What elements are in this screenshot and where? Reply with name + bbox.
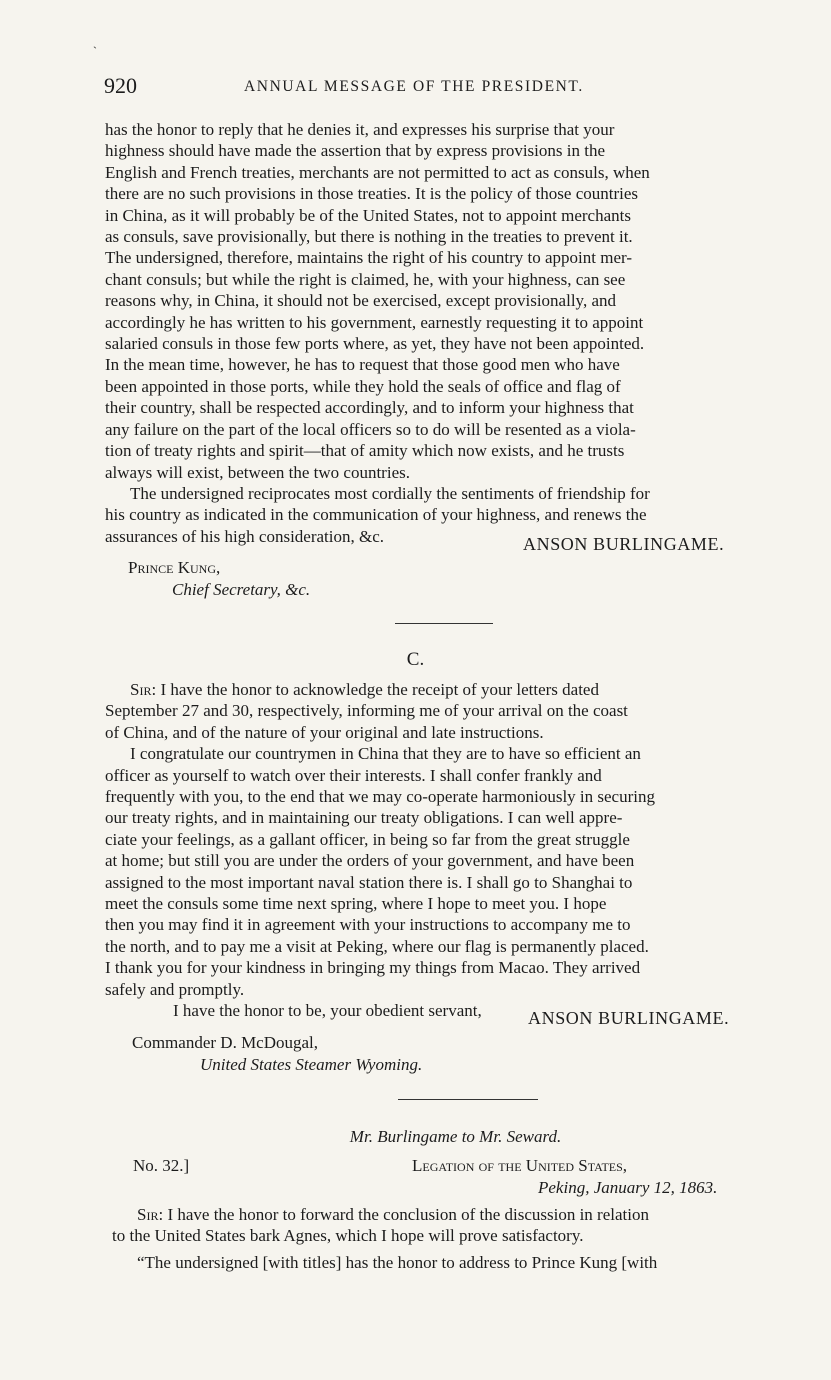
text-line: In the mean time, however, he has to request that those good men who have xyxy=(105,355,620,375)
text-line: always will exist, between the two countries. xyxy=(105,462,410,482)
salutation: Sir: xyxy=(130,680,157,699)
text-line: meet the consuls some time next spring, where I hope to meet you. I hope xyxy=(105,894,607,914)
page-header xyxy=(104,72,794,102)
addressee-name: Prince Kung, xyxy=(128,558,221,577)
text-line: I congratulate our countrymen in China that they are to have so efficient an xyxy=(130,744,641,764)
text-line xyxy=(112,1204,792,1225)
text-line: English and French treaties, merchants are not permitted to act as consuls, when xyxy=(105,162,650,182)
text-line: September 27 and 30, respectively, informing me of your arrival on the coast xyxy=(105,701,628,721)
text-line: there are no such provisions in those treaties. It is the policy of those countries xyxy=(105,184,639,204)
section-b-body xyxy=(105,119,787,547)
signature: ANSON BURLINGAME. xyxy=(523,534,725,554)
text-line: the north, and to pay me a visit at Peking, where our flag is permanently placed. xyxy=(105,936,649,956)
signature: ANSON BURLINGAME. xyxy=(528,1008,730,1028)
section-heading: C. xyxy=(406,649,425,670)
legation-line: Legation of the United States, xyxy=(412,1156,628,1175)
text-line xyxy=(105,679,787,700)
text-line: officer as yourself to watch over their interests. I shall confer frankly and xyxy=(105,765,602,785)
text-line: reasons why, in China, it should not be exercised, except provisionally, and xyxy=(105,291,616,311)
addressee-title: United States Steamer Wyoming. xyxy=(200,1055,423,1074)
text-line: their country, shall be respected accordingly, and to inform your highness that xyxy=(105,398,634,418)
text-line: The undersigned, therefore, maintains the right of his country to appoint mer- xyxy=(105,248,632,268)
letter-heading: Mr. Burlingame to Mr. Seward. xyxy=(349,1127,562,1146)
text-line: to the United States bark Agnes, which I hope will prove satisfactory. xyxy=(112,1226,584,1246)
text-line: has the honor to reply that he denies it, and expresses his surprise that your xyxy=(105,120,615,139)
text-line: frequently with you, to the end that we may co-operate harmoniously in securing xyxy=(105,787,655,807)
text-line: ciate your feelings, as a gallant officer, in being so far from the great struggle xyxy=(105,829,630,849)
section-divider xyxy=(398,1099,538,1100)
page-mark: ˎ xyxy=(93,35,97,49)
text-line: I thank you for your kindness in bringing my things from Macao. They arrived xyxy=(105,958,641,978)
text-line: assigned to the most important naval station there is. I shall go to Shanghai to xyxy=(105,872,633,892)
text-line: tion of treaty rights and spirit—that of amity which now exists, and he trusts xyxy=(105,441,625,461)
text-line: safely and promptly. xyxy=(105,979,245,999)
place-date: Peking, January 12, 1863. xyxy=(538,1178,718,1197)
text-line: at home; but still you are under the orders of your government, and have been xyxy=(105,851,635,871)
text-line: accordingly he has written to his government, earnestly requesting it to appoint xyxy=(105,312,644,332)
text-line: as consuls, save provisionally, but there is nothing in the treaties to prevent it. xyxy=(105,227,633,247)
text-line: The undersigned reciprocates most cordially the sentiments of friendship for xyxy=(130,483,650,503)
text-line: chant consuls; but while the right is claimed, he, with your highness, can see xyxy=(105,269,626,289)
text-line: highness should have made the assertion that by express provisions in the xyxy=(105,141,605,161)
text-line: “The undersigned [with titles] has the honor to address to Prince Kung [with xyxy=(137,1252,658,1272)
page-number: 920 xyxy=(104,73,137,98)
text-line: his country as indicated in the communication of your highness, and renews the xyxy=(105,505,647,525)
text-line: our treaty rights, and in maintaining our treaty obligations. I can well appre- xyxy=(105,808,623,828)
addressee-title: Chief Secretary, &c. xyxy=(172,580,311,599)
text-span: I have the honor to forward the conclusion of the discussion in relation xyxy=(167,1205,649,1224)
text-line: I have the honor to be, your obedient servant, xyxy=(173,1001,482,1021)
despatch-number: No. 32.] xyxy=(133,1156,190,1175)
text-line: salaried consuls in those few ports where, as yet, they have not been appointed. xyxy=(105,334,645,354)
salutation: Sir: xyxy=(137,1205,164,1224)
addressee-name: Commander D. McDougal, xyxy=(132,1033,319,1052)
text-line: then you may find it in agreement with your instructions to accompany me to xyxy=(105,915,631,935)
text-span: I have the honor to acknowledge the receipt of your letters dated xyxy=(160,680,599,699)
text-line: of China, and of the nature of your original and late instructions. xyxy=(105,722,544,742)
text-line: any failure on the part of the local officers so to do will be resented as a viola- xyxy=(105,419,636,439)
letter-body xyxy=(112,1204,792,1273)
section-c-body xyxy=(105,679,787,1022)
text-line: assurances of his high consideration, &c. xyxy=(105,526,385,546)
text-line: been appointed in those ports, while they hold the seals of office and flag of xyxy=(105,376,621,396)
running-title: ANNUAL MESSAGE OF THE PRESIDENT. xyxy=(244,78,584,95)
text-line: in China, as it will probably be of the United States, not to appoint merchants xyxy=(105,205,631,225)
section-divider xyxy=(395,623,493,624)
